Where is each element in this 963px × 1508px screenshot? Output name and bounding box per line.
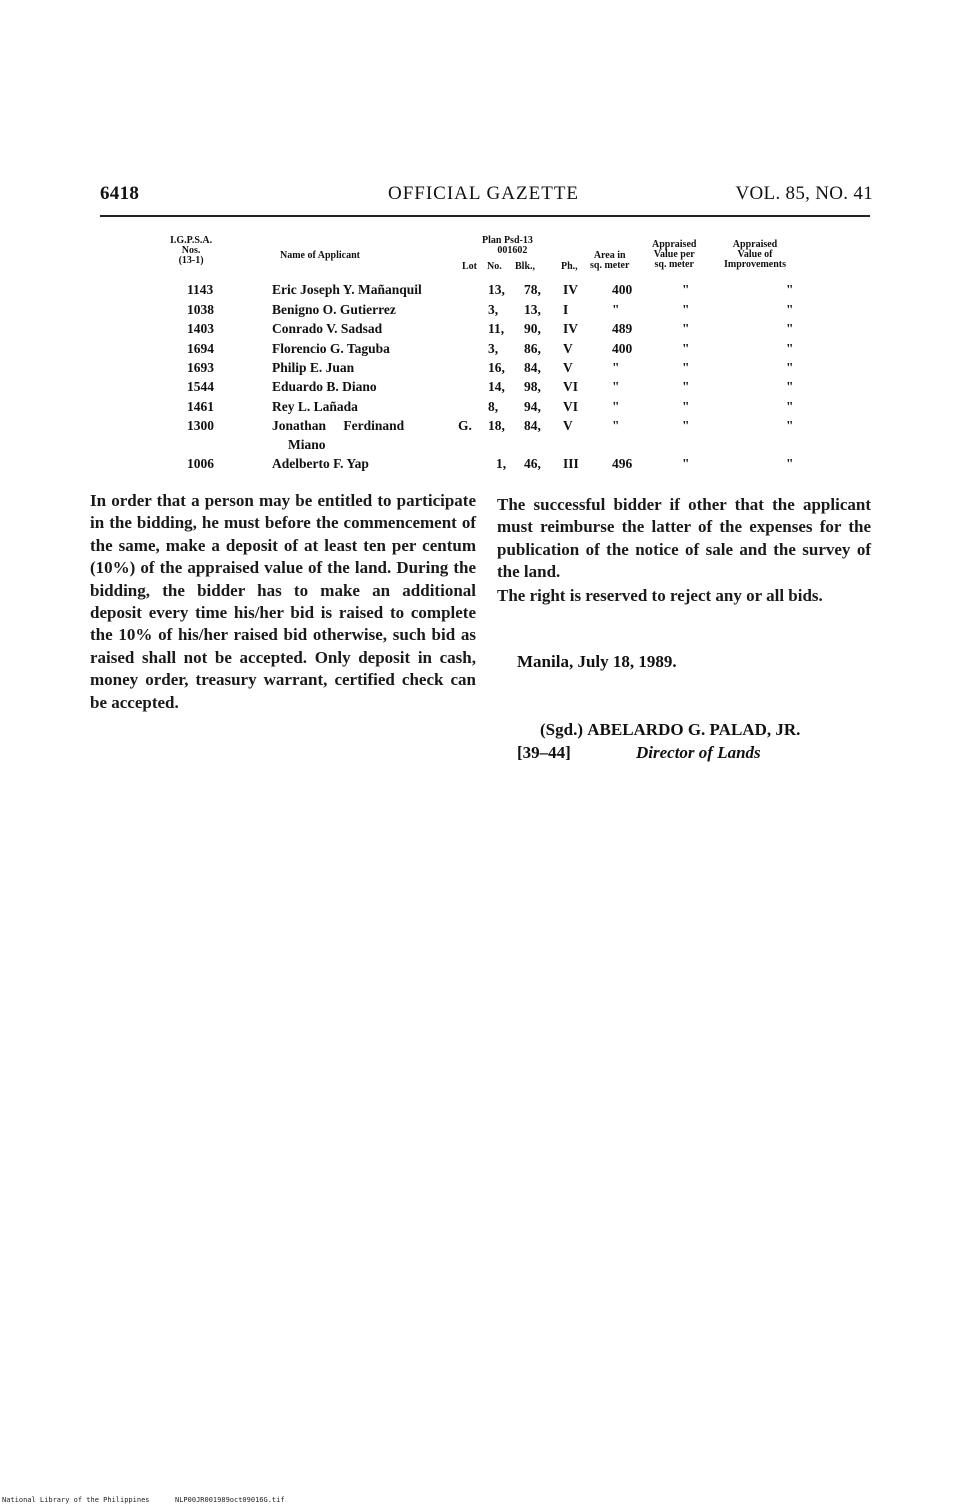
signatory-title: Director of Lands [636, 743, 761, 762]
igpsa-no: 1403 [187, 321, 214, 336]
table-row [0, 321, 963, 339]
phase-no: V [563, 418, 573, 433]
igpsa-no: 1694 [187, 341, 214, 356]
header-value-line: Value per [653, 249, 695, 260]
header-improvements-line: Improvements [724, 259, 787, 270]
phase-no: IV [563, 282, 579, 297]
value-per-sqm: " [682, 456, 690, 471]
igpsa-no: 1143 [187, 282, 214, 297]
signatory-name: ABELARDO G. PALAD, JR. [587, 720, 801, 739]
header-name: Name of Applicant [280, 250, 360, 261]
lot-no: 18, [488, 418, 505, 433]
table-row [0, 418, 963, 454]
applicant-name: Florencio G. Taguba [272, 341, 390, 356]
header-igpsa-line: (13-1) [178, 255, 204, 266]
block-no: 84, [524, 418, 541, 433]
value-per-sqm: " [682, 379, 690, 394]
header-no: No. [487, 261, 502, 272]
signature-line [540, 720, 800, 740]
header-igpsa-line: I.G.P.S.A. [170, 235, 213, 246]
block-no: 13, [524, 302, 541, 317]
value-per-sqm: " [682, 282, 690, 297]
block-no: 98, [524, 379, 541, 394]
value-improvements: " [786, 302, 794, 317]
header-value-line: Appraised [652, 239, 697, 250]
applicant-name: Philip E. Juan [272, 360, 355, 375]
igpsa-no: 1038 [187, 302, 214, 317]
header-plan-line: 001602 [497, 245, 528, 256]
table-row [0, 341, 963, 359]
igpsa-no: 1461 [187, 399, 214, 414]
phase-no: IV [563, 321, 579, 336]
phase-no: V [563, 341, 573, 356]
place-date: Manila, July 18, 1989. [517, 652, 677, 671]
igpsa-no: 1693 [187, 360, 214, 375]
block-no: 94, [524, 399, 541, 414]
lot-no: 11, [488, 321, 505, 336]
sgd-label: (Sgd.) [540, 720, 583, 739]
footer-source: National Library of the Philippines [2, 1496, 150, 1504]
header-plan-line: Plan Psd-13 [482, 235, 533, 246]
header-ph: Ph., [561, 261, 578, 272]
value-improvements: " [786, 399, 794, 414]
table-row [0, 302, 963, 320]
gazette-title: OFFICIAL GAZETTE [388, 183, 580, 204]
lot-no: 14, [488, 379, 505, 394]
header-area-line: sq. meter [590, 260, 630, 271]
value-per-sqm: " [682, 341, 690, 356]
table-row [0, 379, 963, 397]
area-sqm: 400 [612, 341, 633, 356]
lot-no: 3, [488, 341, 499, 356]
rejection-paragraph: The right is reserved to reject any or all bids. [497, 586, 823, 605]
applicant-name: Eduardo B. Diano [272, 379, 377, 394]
issue-reference: [39–44] [517, 743, 571, 762]
value-improvements: " [786, 282, 794, 297]
value-per-sqm: " [682, 360, 690, 375]
phase-no: I [563, 302, 569, 317]
value-improvements: " [786, 341, 794, 356]
phase-no: VI [563, 399, 579, 414]
applicant-name-cont: Miano [288, 437, 326, 452]
applicant-name: Benigno O. Gutierrez [272, 302, 396, 317]
lot-no: 13, [488, 282, 505, 297]
phase-no: VI [563, 379, 579, 394]
block-no: 78, [524, 282, 541, 297]
applicant-name: Eric Joseph Y. Mañanquil [272, 282, 422, 297]
value-per-sqm: " [682, 321, 690, 336]
igpsa-no: 1544 [187, 379, 214, 394]
area-sqm: " [612, 379, 620, 394]
header-value-line: sq. meter [654, 259, 694, 270]
phase-no: V [563, 360, 573, 375]
area-sqm: " [612, 399, 620, 414]
table-row [0, 360, 963, 378]
bidding-deposit-paragraph: In order that a person may be entitled to participate in the bidding, he must before the commencement of the same, make a deposit of at least ten per centum (10%) of the appraised value of the land. During the bidding, the bidder has to make an additional deposit every time his/her bid is raised to complete the 10% of his/her raised bid otherwise, such bid as raised shall not be accepted. Only deposit in cash, money order, treasury warrant, certified check can be accepted. [90, 491, 476, 712]
header-igpsa [170, 236, 212, 266]
value-per-sqm: " [682, 418, 690, 433]
applicant-name: Rey L. Lañada [272, 399, 358, 414]
lot-no: 16, [488, 360, 505, 375]
value-improvements: " [786, 418, 794, 433]
value-improvements: " [786, 321, 794, 336]
area-sqm: 496 [612, 456, 633, 471]
applicant-name-initial: G. [458, 418, 472, 433]
page-number: 6418 [100, 183, 140, 204]
area-sqm: 400 [612, 282, 633, 297]
applicant-name: Conrado V. Sadsad [272, 321, 383, 336]
applicant-name [272, 418, 472, 452]
header-improvements-line: Appraised [732, 239, 778, 250]
header-area-line: Area in [593, 250, 626, 261]
table-row [0, 456, 963, 474]
area-sqm: " [612, 302, 620, 317]
lot-no: 1, [496, 456, 507, 471]
value-improvements: " [786, 360, 794, 375]
applicant-name-main: Jonathan Ferdinand [272, 418, 405, 433]
block-no: 90, [524, 321, 541, 336]
header-plan [482, 236, 533, 256]
value-improvements: " [786, 456, 794, 471]
header-lot: Lot [462, 261, 477, 272]
lot-no: 8, [488, 399, 499, 414]
area-sqm: " [612, 360, 620, 375]
phase-no: III [563, 456, 579, 471]
header-improvements [724, 240, 786, 270]
table-row [0, 282, 963, 300]
footer-filename: NLP00JR001989oct09016G.tif [175, 1496, 285, 1504]
value-per-sqm: " [682, 302, 690, 317]
block-no: 46, [524, 456, 541, 471]
value-improvements: " [786, 379, 794, 394]
header-area [590, 251, 629, 271]
header-improvements-line: Value of [737, 249, 773, 260]
lot-no: 3, [488, 302, 499, 317]
header-rule [100, 215, 870, 217]
volume-number: VOL. 85, NO. 41 [735, 183, 873, 204]
header-igpsa-line: Nos. [181, 245, 201, 256]
header-value-per [652, 240, 696, 270]
igpsa-no: 1006 [187, 456, 214, 471]
block-no: 86, [524, 341, 541, 356]
value-per-sqm: " [682, 399, 690, 414]
area-sqm: 489 [612, 321, 633, 336]
reimbursement-paragraph: The successful bidder if other that the applicant must reimburse the latter of the expenses for the publication of the notice of sale and the survey of the land. [497, 495, 871, 582]
igpsa-no: 1300 [187, 418, 214, 433]
table-row [0, 399, 963, 417]
area-sqm: " [612, 418, 620, 433]
header-blk: Blk., [515, 261, 536, 272]
applicant-name: Adelberto F. Yap [272, 456, 369, 471]
block-no: 84, [524, 360, 541, 375]
